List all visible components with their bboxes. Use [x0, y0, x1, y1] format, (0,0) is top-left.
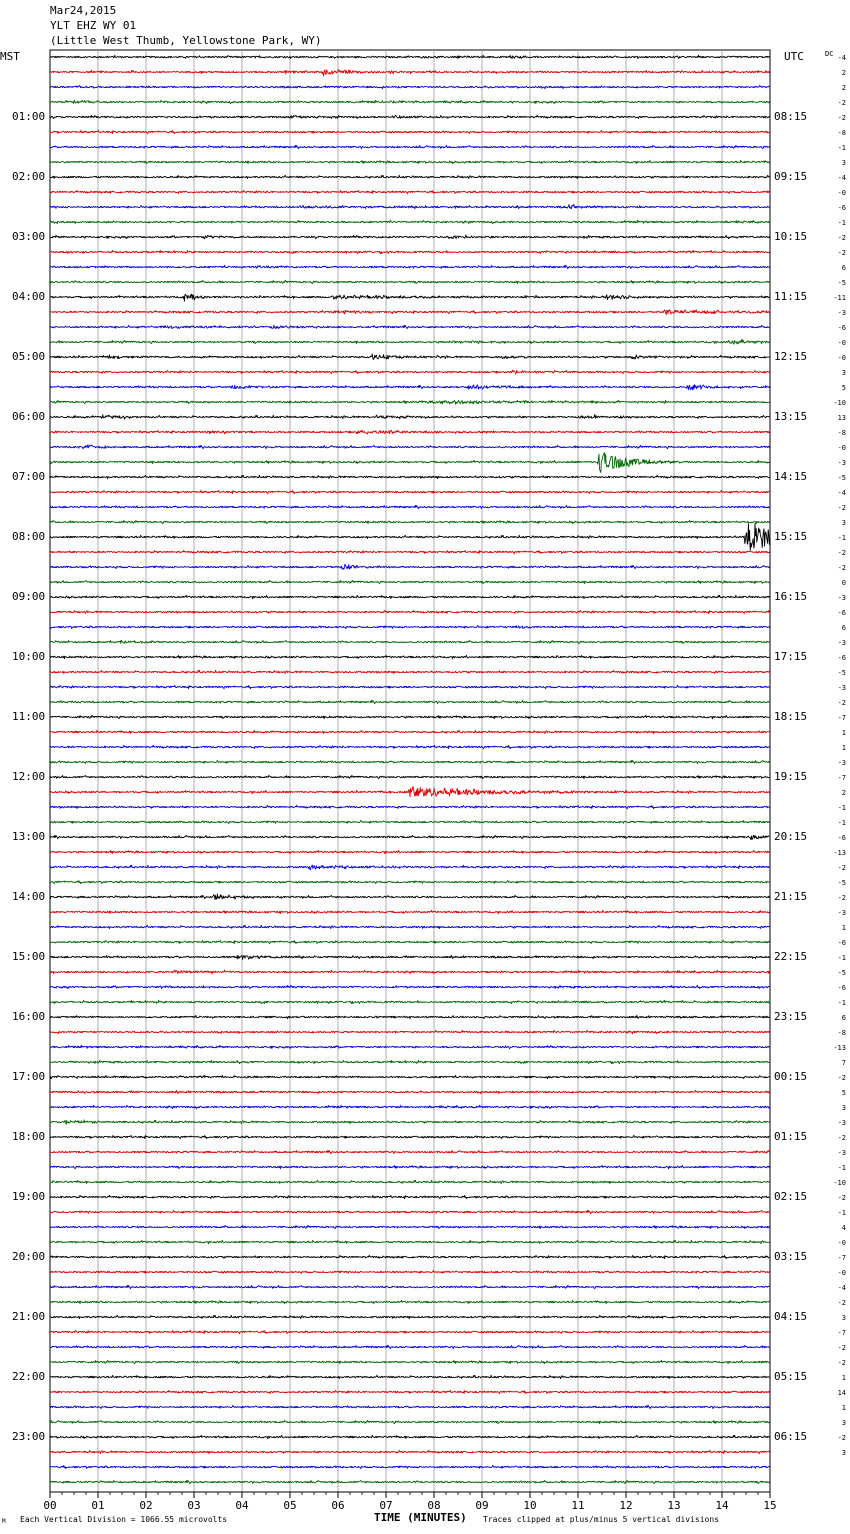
- dc-offset-value: -11: [833, 294, 846, 302]
- dc-offset-value: -1: [837, 219, 846, 227]
- dc-offset-value: -1: [837, 1164, 846, 1172]
- seismogram-trace: [50, 940, 769, 943]
- station-location: (Little West Thumb, Yellowstone Park, WY): [50, 34, 322, 47]
- seismogram-trace: [50, 595, 769, 599]
- seismogram-trace: [50, 400, 769, 404]
- dc-offset-value: 2: [841, 789, 846, 797]
- seismogram-trace: [50, 730, 769, 733]
- dc-offset-value: -5: [837, 669, 846, 677]
- seismogram-trace: [50, 1225, 769, 1228]
- left-hour-label: 13:00: [12, 830, 46, 843]
- x-tick-label: 08: [427, 1499, 441, 1512]
- seismogram-trace: [50, 145, 769, 148]
- dc-offset-value: 1: [841, 924, 846, 932]
- time-axis: [50, 1492, 770, 1498]
- right-hour-label: 22:15: [774, 950, 808, 963]
- dc-offset-value: 5: [841, 384, 846, 392]
- dc-offset-value: 6: [841, 1014, 846, 1022]
- dc-offset-value: -1: [837, 954, 846, 962]
- clip-note: Traces clipped at plus/minus 5 vertical divisions: [483, 1515, 720, 1524]
- dc-offset-value: -8: [837, 429, 846, 437]
- right-hour-label: 08:15: [774, 110, 808, 123]
- dc-offset-value: -0: [837, 1269, 846, 1277]
- dc-offset-value: -3: [837, 309, 846, 317]
- seismogram-trace: [50, 956, 769, 960]
- seismogram-trace: [50, 1285, 769, 1288]
- seismogram-trace: [50, 1210, 769, 1213]
- seismogram-trace: [50, 1240, 769, 1244]
- seismogram-trace: [50, 655, 769, 659]
- seismogram-trace: [50, 1120, 769, 1125]
- dc-offset-value: -6: [837, 324, 846, 332]
- chart-date: Mar24,2015: [50, 4, 117, 17]
- dc-offset-value: -1: [837, 804, 846, 812]
- seismogram-trace: [50, 325, 769, 329]
- seismogram-trace: [50, 1375, 769, 1378]
- seismogram-trace: [50, 565, 769, 570]
- seismogram-trace: [50, 1030, 769, 1034]
- dc-offset-value: -1: [837, 999, 846, 1007]
- dc-offset-value: -6: [837, 834, 846, 842]
- dc-offset-value: 2: [841, 84, 846, 92]
- dc-offset-value: 3: [841, 1449, 846, 1457]
- dc-offset-value: -5: [837, 879, 846, 887]
- seismogram-trace: [50, 1390, 769, 1394]
- x-tick-label: 10: [523, 1499, 537, 1512]
- dc-offset-value: -4: [837, 54, 846, 62]
- dc-offset-value: 6: [841, 264, 846, 272]
- seismogram-trace: [50, 880, 769, 883]
- dc-offset-value: -2: [837, 1134, 846, 1142]
- seismogram-trace: [50, 1090, 769, 1093]
- dc-offset-value: -2: [837, 864, 846, 872]
- dc-offset-value: -4: [837, 174, 846, 182]
- right-hour-label: 00:15: [774, 1070, 808, 1083]
- seismogram-trace: [50, 415, 769, 420]
- seismogram-trace: [50, 523, 769, 550]
- dc-offset-value: -2: [837, 894, 846, 902]
- left-hour-label: 23:00: [12, 1430, 46, 1443]
- station-code: YLT EHZ WY 01: [50, 19, 137, 32]
- dc-offset-value: 3: [841, 1419, 846, 1427]
- seismogram-trace: [50, 130, 769, 133]
- dc-offset-value: -1: [837, 144, 846, 152]
- right-hour-label: 12:15: [774, 350, 808, 363]
- dc-offset-value: 13: [837, 414, 846, 422]
- seismogram-traces: [50, 55, 769, 1484]
- x-tick-label: 12: [619, 1499, 633, 1512]
- x-tick-label: 11: [571, 1499, 585, 1512]
- dc-offset-value: -2: [837, 1344, 846, 1352]
- seismogram-trace: [50, 115, 769, 118]
- dc-offset-value: -7: [837, 774, 846, 782]
- left-hour-label: 03:00: [12, 230, 46, 243]
- seismogram-trace: [50, 175, 769, 178]
- right-timezone-label: UTC: [784, 50, 804, 63]
- right-hour-label: 11:15: [774, 290, 808, 303]
- seismogram-trace: [50, 453, 769, 473]
- x-tick-label: 00: [43, 1499, 57, 1512]
- seismogram-trace: [50, 1420, 769, 1423]
- right-hour-label: 20:15: [774, 830, 808, 843]
- dc-offset-value: -3: [837, 459, 846, 467]
- dc-offset-value: -2: [837, 1434, 846, 1442]
- seismogram-trace: [50, 1165, 769, 1169]
- left-hour-label: 11:00: [12, 710, 46, 723]
- dc-offset-value: 1: [841, 1404, 846, 1412]
- right-hour-label: 16:15: [774, 590, 808, 603]
- seismogram-trace: [50, 894, 769, 899]
- dc-offset-value: -6: [837, 609, 846, 617]
- dc-offset-value: -4: [837, 489, 846, 497]
- dc-offset-value: -5: [837, 279, 846, 287]
- seismogram-trace: [50, 1435, 769, 1439]
- seismogram-trace: [50, 820, 769, 823]
- dc-offset-value: -5: [837, 969, 846, 977]
- seismogram-trace: [50, 685, 769, 688]
- x-tick-label: 06: [331, 1499, 345, 1512]
- seismogram-trace: [50, 1345, 769, 1348]
- right-hour-label: 23:15: [774, 1010, 808, 1023]
- seismogram-trace: [50, 625, 769, 628]
- seismogram-trace: [50, 250, 769, 254]
- seismogram-trace: [50, 1330, 769, 1333]
- seismogram-trace: [50, 1060, 769, 1063]
- seismogram-trace: [50, 280, 769, 283]
- x-tick-label: 14: [715, 1499, 729, 1512]
- seismogram-trace: [50, 385, 769, 390]
- dc-offset-value: -13: [833, 1044, 846, 1052]
- seismogram-trace: [50, 100, 769, 103]
- dc-offset-value: -0: [837, 354, 846, 362]
- seismogram-trace: [50, 805, 769, 809]
- dc-offset-value: -3: [837, 1119, 846, 1127]
- dc-offset-value: 7: [841, 1059, 846, 1067]
- left-hour-label: 04:00: [12, 290, 46, 303]
- dc-offset-value: 0: [841, 579, 846, 587]
- seismogram-trace: [50, 505, 769, 508]
- dc-offset-value: -3: [837, 594, 846, 602]
- right-hour-label: 10:15: [774, 230, 808, 243]
- left-hour-label: 06:00: [12, 410, 46, 423]
- right-hour-label: 04:15: [774, 1310, 808, 1323]
- seismogram-trace: [50, 700, 769, 703]
- x-tick-label: 03: [187, 1499, 201, 1512]
- dc-offset-value: 1: [841, 1374, 846, 1382]
- dc-offset-value: 4: [841, 1224, 846, 1232]
- left-hour-label: 16:00: [12, 1010, 46, 1023]
- seismogram-trace: [50, 85, 769, 88]
- dc-offset-value: -10: [833, 1179, 846, 1187]
- left-hour-label: 01:00: [12, 110, 46, 123]
- seismogram-trace: [50, 1075, 769, 1079]
- seismogram-trace: [50, 1000, 769, 1004]
- seismogram-trace: [50, 1315, 769, 1318]
- seismogram-trace: [50, 1480, 769, 1483]
- left-hour-label: 10:00: [12, 650, 46, 663]
- dc-offset-value: -2: [837, 114, 846, 122]
- seismogram-trace: [50, 640, 769, 644]
- dc-offset-value: -4: [837, 1284, 846, 1292]
- dc-offset-value: -6: [837, 984, 846, 992]
- left-hour-label: 15:00: [12, 950, 46, 963]
- seismogram-trace: [50, 294, 769, 301]
- seismogram-trace: [50, 745, 769, 749]
- right-hour-label: 13:15: [774, 410, 808, 423]
- dc-offset-value: -6: [837, 939, 846, 947]
- dc-offset-value: -10: [833, 399, 846, 407]
- seismogram-trace: [50, 670, 769, 673]
- dc-offset-value: 3: [841, 1104, 846, 1112]
- dc-offset-value: -2: [837, 234, 846, 242]
- seismogram-trace: [50, 1105, 769, 1109]
- dc-offset-value: 3: [841, 1314, 846, 1322]
- dc-offset-value: -6: [837, 204, 846, 212]
- right-hour-label: 21:15: [774, 890, 808, 903]
- seismogram-trace: [50, 490, 769, 493]
- dc-offset-value: -7: [837, 1254, 846, 1262]
- dc-offset-value: -2: [837, 1074, 846, 1082]
- seismogram-trace: [50, 70, 769, 76]
- right-hour-label: 18:15: [774, 710, 808, 723]
- left-hour-label: 18:00: [12, 1130, 46, 1143]
- dc-offset-value: -0: [837, 444, 846, 452]
- seismogram-trace: [50, 1450, 769, 1454]
- left-hour-label: 12:00: [12, 770, 46, 783]
- scale-note: Each Vertical Division = 1066.55 microvolts: [20, 1515, 228, 1524]
- dc-offset-value: -2: [837, 549, 846, 557]
- seismogram-trace: [50, 160, 769, 164]
- seismogram-trace: [50, 310, 769, 315]
- dc-offset-value: -2: [837, 99, 846, 107]
- dc-offset-value: 3: [841, 159, 846, 167]
- seismogram-trace: [50, 1270, 769, 1273]
- x-tick-label: 02: [139, 1499, 153, 1512]
- right-hour-label: 09:15: [774, 170, 808, 183]
- dc-offset-value: 1: [841, 729, 846, 737]
- dc-offset-value: -0: [837, 339, 846, 347]
- x-tick-label: 07: [379, 1499, 393, 1512]
- left-hour-label: 19:00: [12, 1190, 46, 1203]
- corner-mark: M: [2, 1518, 6, 1525]
- seismogram-trace: [50, 445, 769, 449]
- seismogram-trace: [50, 204, 769, 208]
- left-hour-label: 22:00: [12, 1370, 46, 1383]
- left-hour-label: 14:00: [12, 890, 46, 903]
- seismogram-trace: [50, 1135, 769, 1138]
- x-tick-label: 05: [283, 1499, 297, 1512]
- x-tick-label: 09: [475, 1499, 489, 1512]
- dc-offset-value: 5: [841, 1089, 846, 1097]
- seismogram-trace: [50, 190, 769, 194]
- dc-offset-value: -0: [837, 189, 846, 197]
- dc-offset-value: -5: [837, 474, 846, 482]
- x-tick-label: 13: [667, 1499, 681, 1512]
- left-hour-label: 09:00: [12, 590, 46, 603]
- dc-offset-value: -3: [837, 759, 846, 767]
- seismogram-trace: [50, 850, 769, 854]
- seismogram-trace: [50, 580, 769, 583]
- seismogram-trace: [50, 760, 769, 763]
- seismogram-trace: [50, 1045, 769, 1048]
- left-timezone-label: MST: [0, 50, 20, 63]
- seismogram-trace: [50, 1150, 769, 1153]
- seismogram-trace: [50, 1180, 769, 1183]
- right-hour-label: 02:15: [774, 1190, 808, 1203]
- right-hour-label: 03:15: [774, 1250, 808, 1263]
- left-hour-label: 08:00: [12, 530, 46, 543]
- seismogram-trace: [50, 235, 769, 239]
- dc-offset-value: 1: [841, 744, 846, 752]
- left-hour-label: 05:00: [12, 350, 46, 363]
- dc-offset-value: -2: [837, 1359, 846, 1367]
- dc-offset-value: 3: [841, 369, 846, 377]
- dc-offset-value: -6: [837, 654, 846, 662]
- x-tick-label: 04: [235, 1499, 249, 1512]
- dc-offset-value: -7: [837, 714, 846, 722]
- dc-offset-value: -2: [837, 504, 846, 512]
- right-hour-label: 05:15: [774, 1370, 808, 1383]
- seismogram-trace: [50, 910, 769, 914]
- left-hour-label: 17:00: [12, 1070, 46, 1083]
- dc-offset-value: -3: [837, 1149, 846, 1157]
- seismogram-trace: [50, 220, 769, 224]
- seismogram-trace: [50, 1465, 769, 1468]
- seismogram-trace: [50, 430, 769, 434]
- dc-offset-value: -2: [837, 1299, 846, 1307]
- left-hour-label: 20:00: [12, 1250, 46, 1263]
- dc-offset-value: -1: [837, 1209, 846, 1217]
- dc-offset-value: -8: [837, 1029, 846, 1037]
- dc-offset-value: -8: [837, 129, 846, 137]
- dc-offset-header: DC: [825, 50, 834, 58]
- dc-offset-value: -3: [837, 684, 846, 692]
- seismogram-trace: [50, 1360, 769, 1364]
- right-hour-label: 06:15: [774, 1430, 808, 1443]
- x-tick-label: 15: [763, 1499, 777, 1512]
- seismogram-trace: [50, 1300, 769, 1304]
- left-hour-label: 02:00: [12, 170, 46, 183]
- seismogram-trace: [50, 55, 769, 58]
- dc-offset-value: -3: [837, 639, 846, 647]
- x-axis-label: TIME (MINUTES): [374, 1511, 467, 1524]
- seismogram-trace: [50, 835, 769, 839]
- seismogram-trace: [50, 370, 769, 374]
- dc-offset-value: -3: [837, 909, 846, 917]
- seismogram-trace: [50, 354, 769, 360]
- dc-offset-value: -2: [837, 699, 846, 707]
- seismogram-trace: [50, 985, 769, 988]
- right-hour-label: 17:15: [774, 650, 808, 663]
- right-hour-label: 19:15: [774, 770, 808, 783]
- dc-offset-value: -0: [837, 1239, 846, 1247]
- seismogram-trace: [50, 520, 769, 524]
- seismogram-trace: [50, 339, 769, 344]
- dc-offset-value: 3: [841, 519, 846, 527]
- dc-offset-value: -1: [837, 534, 846, 542]
- dc-offset-value: -1: [837, 819, 846, 827]
- left-hour-label: 07:00: [12, 470, 46, 483]
- dc-offset-value: -2: [837, 1194, 846, 1202]
- dc-offset-value: 14: [837, 1389, 846, 1397]
- seismogram-trace: [50, 865, 769, 870]
- dc-offset-value: -2: [837, 249, 846, 257]
- seismogram-trace: [50, 265, 769, 268]
- seismogram-trace: [50, 475, 769, 478]
- dc-offset-value: 2: [841, 69, 846, 77]
- dc-offset-value: -7: [837, 1329, 846, 1337]
- seismogram-trace: [50, 1015, 769, 1018]
- dc-offset-value: -2: [837, 564, 846, 572]
- right-hour-label: 14:15: [774, 470, 808, 483]
- seismogram-trace: [50, 970, 769, 974]
- seismogram-trace: [50, 550, 769, 554]
- x-tick-label: 01: [91, 1499, 105, 1512]
- seismogram-trace: [50, 787, 769, 797]
- seismogram-trace: [50, 775, 769, 778]
- seismogram-trace: [50, 610, 769, 614]
- seismogram-trace: [50, 1195, 769, 1199]
- right-hour-label: 15:15: [774, 530, 808, 543]
- seismogram-trace: [50, 715, 769, 719]
- right-hour-label: 01:15: [774, 1130, 808, 1143]
- seismogram-trace: [50, 1405, 769, 1408]
- seismogram-trace: [50, 1255, 769, 1259]
- dc-offset-value: -13: [833, 849, 846, 857]
- left-hour-label: 21:00: [12, 1310, 46, 1323]
- dc-offset-value: 6: [841, 624, 846, 632]
- seismogram-trace: [50, 925, 769, 928]
